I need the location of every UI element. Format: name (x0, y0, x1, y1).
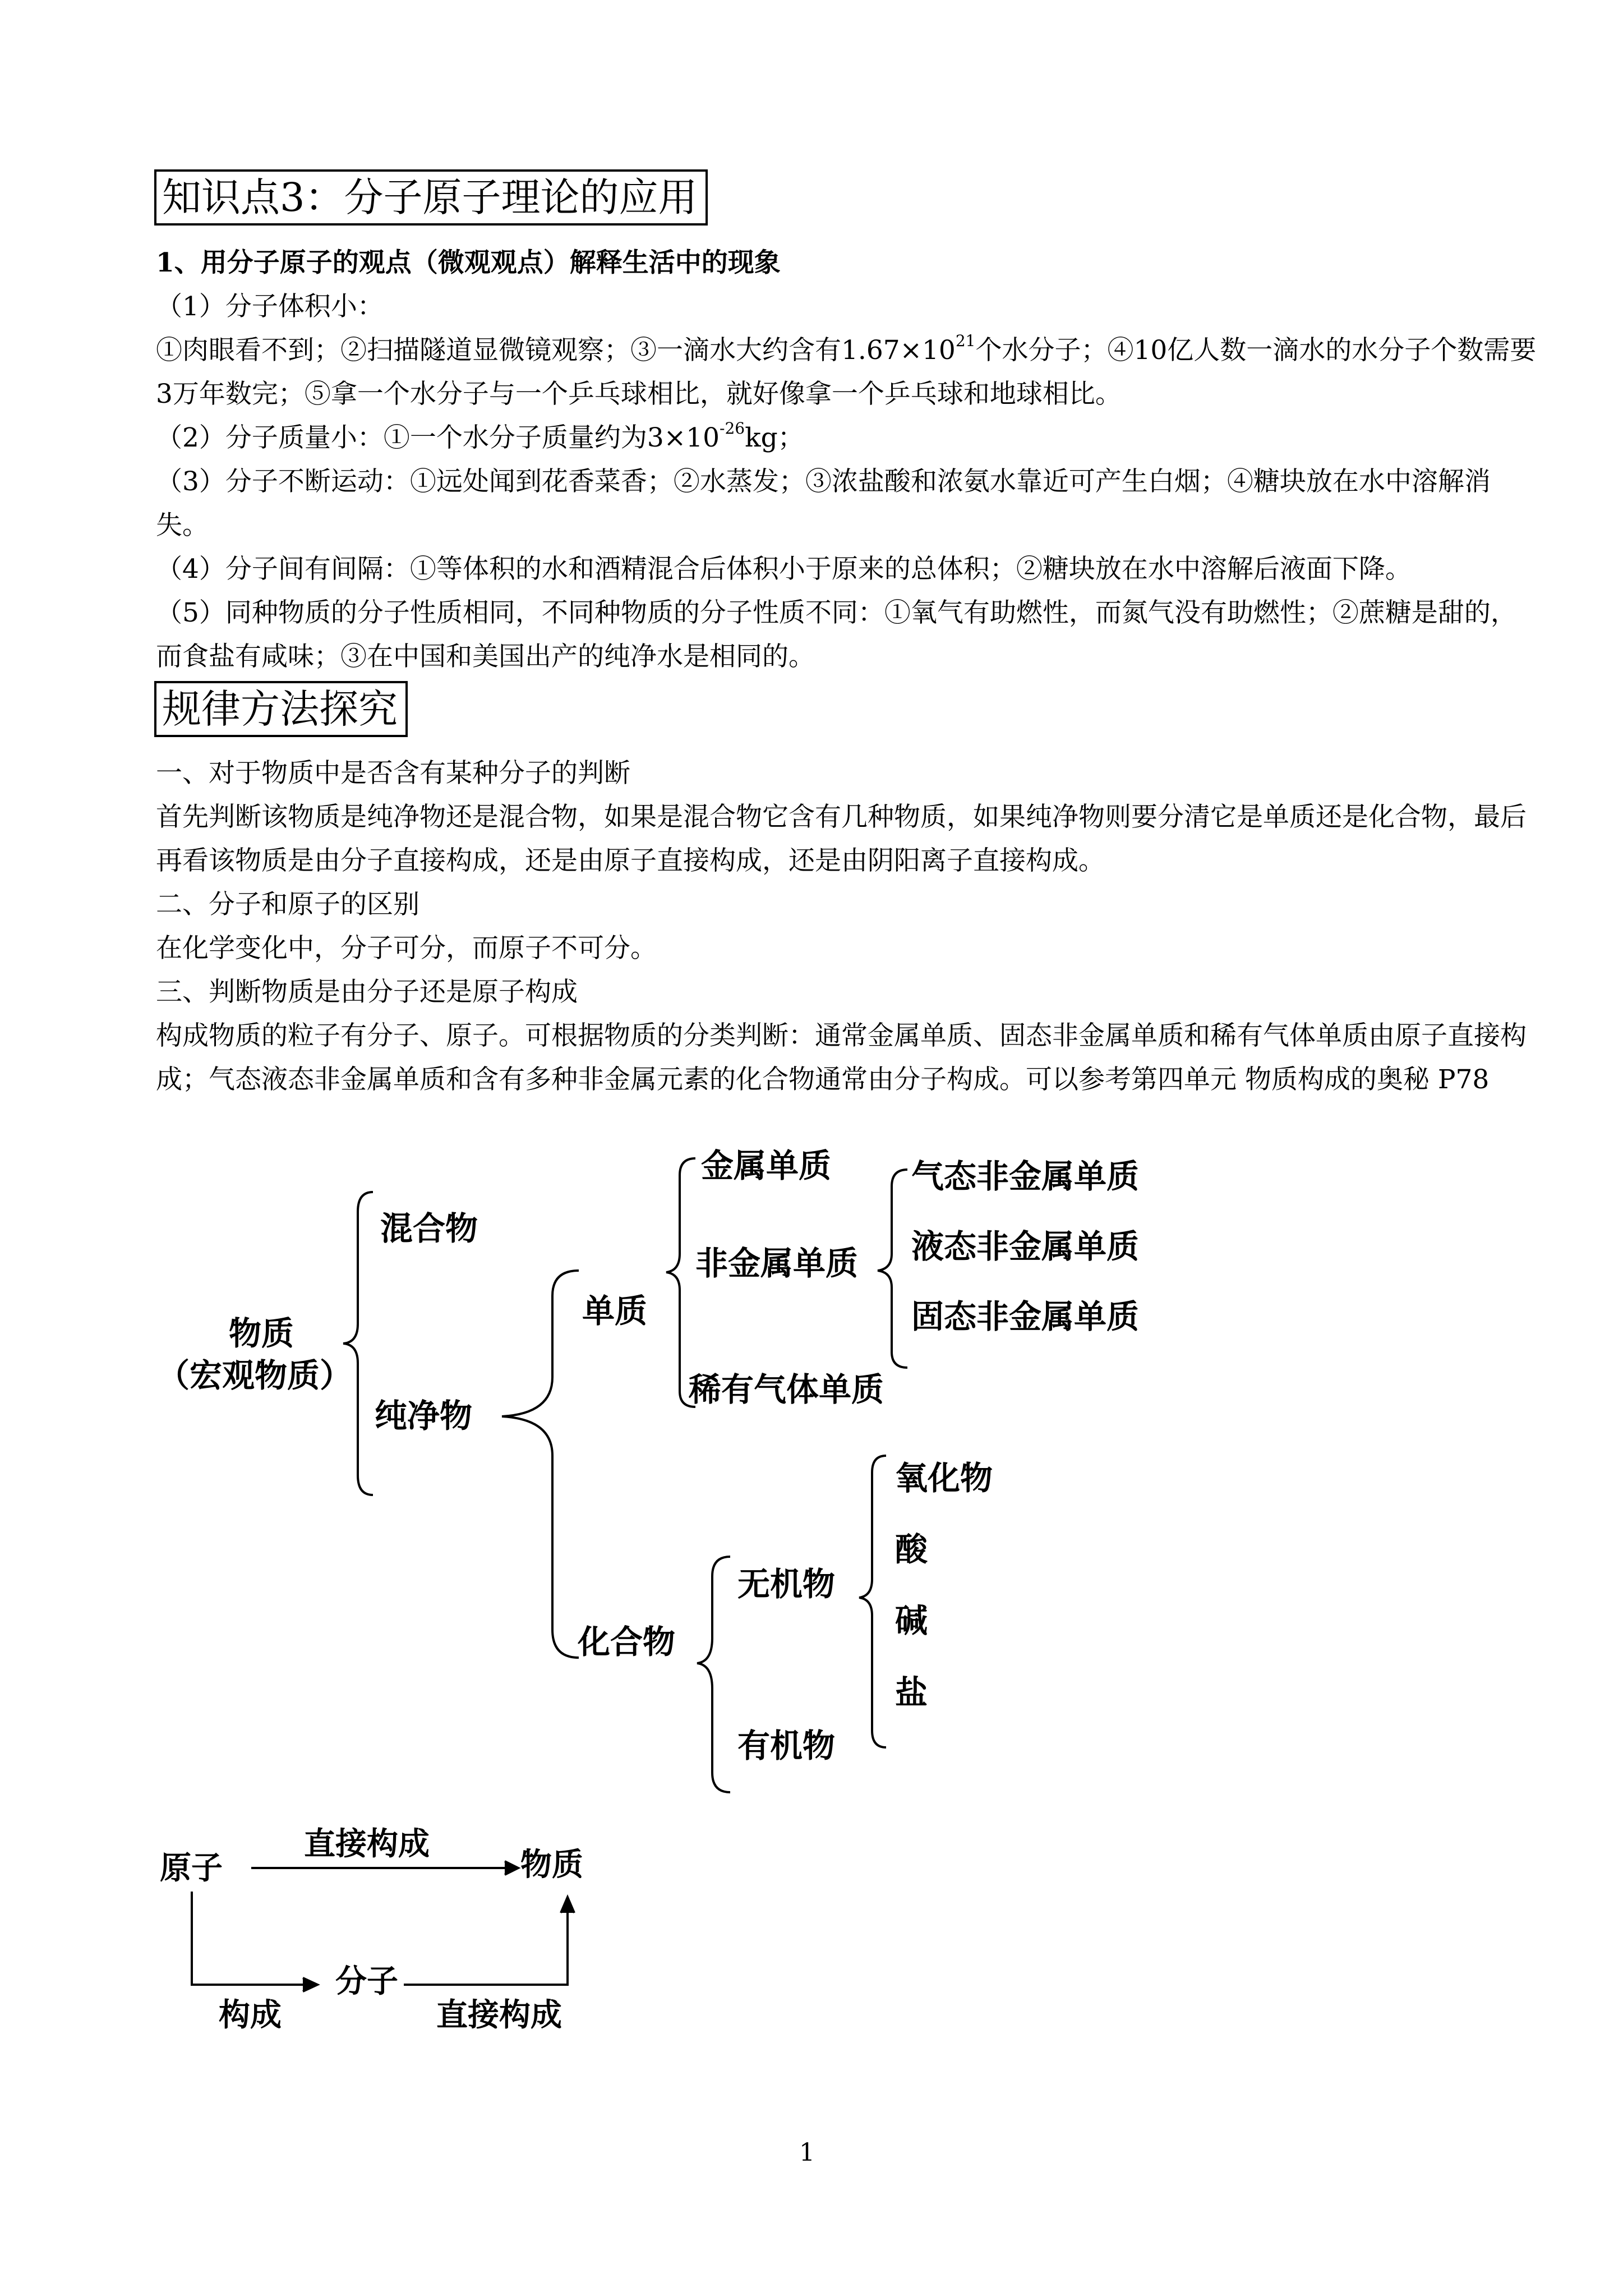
tree-compound: 化合物 (578, 1623, 676, 1661)
section-heading-text: 知识点3：分子原子理论的应用 (162, 174, 698, 220)
line-molecule-to-matter (404, 1902, 568, 1985)
arrowhead-matter (505, 1861, 518, 1875)
method-heading-3: 三、判断物质是由分子还是原子构成 (156, 977, 578, 1007)
point-4: （4）分子间有间隔：①等体积的水和酒精混合后体积小于原来的总体积；②糖块放在水中溶解后液面下降。 (156, 554, 1412, 585)
page-number: 1 (799, 2138, 815, 2167)
point-3: （3）分子不断运动：①远处闻到花香菜香；②水蒸发；③浓盐酸和浓氨水靠近可产生白烟；④糖块放在水中溶解消失。 (156, 466, 1491, 541)
method-heading-1: 一、对于物质中是否含有某种分子的判断 (156, 758, 630, 789)
tree-element: 单质 (582, 1292, 648, 1330)
point-1-label: （1）分子体积小： (156, 291, 384, 322)
tree-liquid-nonmetal: 液态非金属单质 (911, 1227, 1140, 1266)
tree-oxide: 氧化物 (895, 1459, 993, 1497)
tree-acid: 酸 (895, 1530, 928, 1568)
flow-label-left: 构成 (219, 1996, 282, 2033)
point-2-sup: -26 (720, 419, 745, 438)
tree-root-line2: （宏观物质） (157, 1356, 353, 1395)
section-heading-text: 规律方法探究 (162, 686, 398, 732)
tree-organic: 有机物 (737, 1727, 836, 1765)
tree-nonmetal: 非金属单质 (695, 1244, 859, 1282)
line-atom-down (192, 1892, 313, 1985)
method-text-1: 首先判断该物质是纯净物还是混合物，如果是混合物它含有几种物质，如果纯净物则要分清它是单质还是化合物，最后再看该物质是由分子直接构成，还是由原子直接构成，还是由阴阳离子直接构成。 (156, 802, 1527, 876)
arrowhead-molecule (303, 1978, 317, 1991)
flow-label-top: 直接构成 (304, 1825, 430, 1862)
point-2-text-a: （2）分子质量小：①一个水分子质量约为3×10 (156, 422, 720, 453)
method-text-2: 在化学变化中，分子可分，而原子不可分。 (156, 933, 657, 964)
point-1-text-a: ①肉眼看不到；②扫描隧道显微镜观察；③一滴水大约含有1.67×10 (156, 335, 956, 366)
arrowhead-up-matter (561, 1897, 574, 1913)
tree-pure: 纯净物 (375, 1397, 473, 1435)
tree-root-line1: 物质 (229, 1314, 294, 1352)
tree-salt: 盐 (895, 1673, 928, 1711)
point-1-sup: 21 (955, 332, 976, 351)
method-heading-2: 二、分子和原子的区别 (156, 889, 419, 920)
item-title: 1、用分子原子的观点（微观观点）解释生活中的现象 (156, 247, 781, 278)
tree-gas-nonmetal: 气态非金属单质 (911, 1157, 1140, 1195)
tree-solid-nonmetal: 固态非金属单质 (911, 1297, 1140, 1336)
tree-noble: 稀有气体单质 (689, 1370, 884, 1409)
flow-matter: 物质 (520, 1846, 583, 1883)
method-text-3: 构成物质的粒子有分子、原子。可根据物质的分类判断：通常金属单质、固态非金属单质和稀有气体单质由原子直接构成；气态液态非金属单质和含有多种非金属元素的化合物通常由分子构成。可以参考第四单元 物质构成的奥秘 P78 (156, 1020, 1527, 1095)
flow-molecule: 分子 (335, 1963, 398, 2000)
tree-metal: 金属单质 (701, 1147, 832, 1185)
point-5: （5）同种物质的分子性质相同，不同种物质的分子性质不同：①氧气有助燃性，而氮气没有助燃性；②蔗糖是甜的，而食盐有咸味；③在中国和美国出产的纯净水是相同的。 (156, 597, 1517, 672)
flow-label-right: 直接构成 (436, 1996, 562, 2033)
point-2-text-b: kg； (745, 422, 804, 453)
tree-base: 碱 (895, 1602, 928, 1640)
point-1-text-b: 个水分子；④10亿人数一滴水的水分子个数需要3万年数完；⑤拿一个水分子与一个乒乓球相比，就好像拿一个乒乓球和地球相比。 (156, 335, 1537, 409)
tree-mixture: 混合物 (380, 1209, 478, 1248)
flow-atom: 原子 (160, 1849, 223, 1887)
tree-inorganic: 无机物 (737, 1565, 836, 1603)
